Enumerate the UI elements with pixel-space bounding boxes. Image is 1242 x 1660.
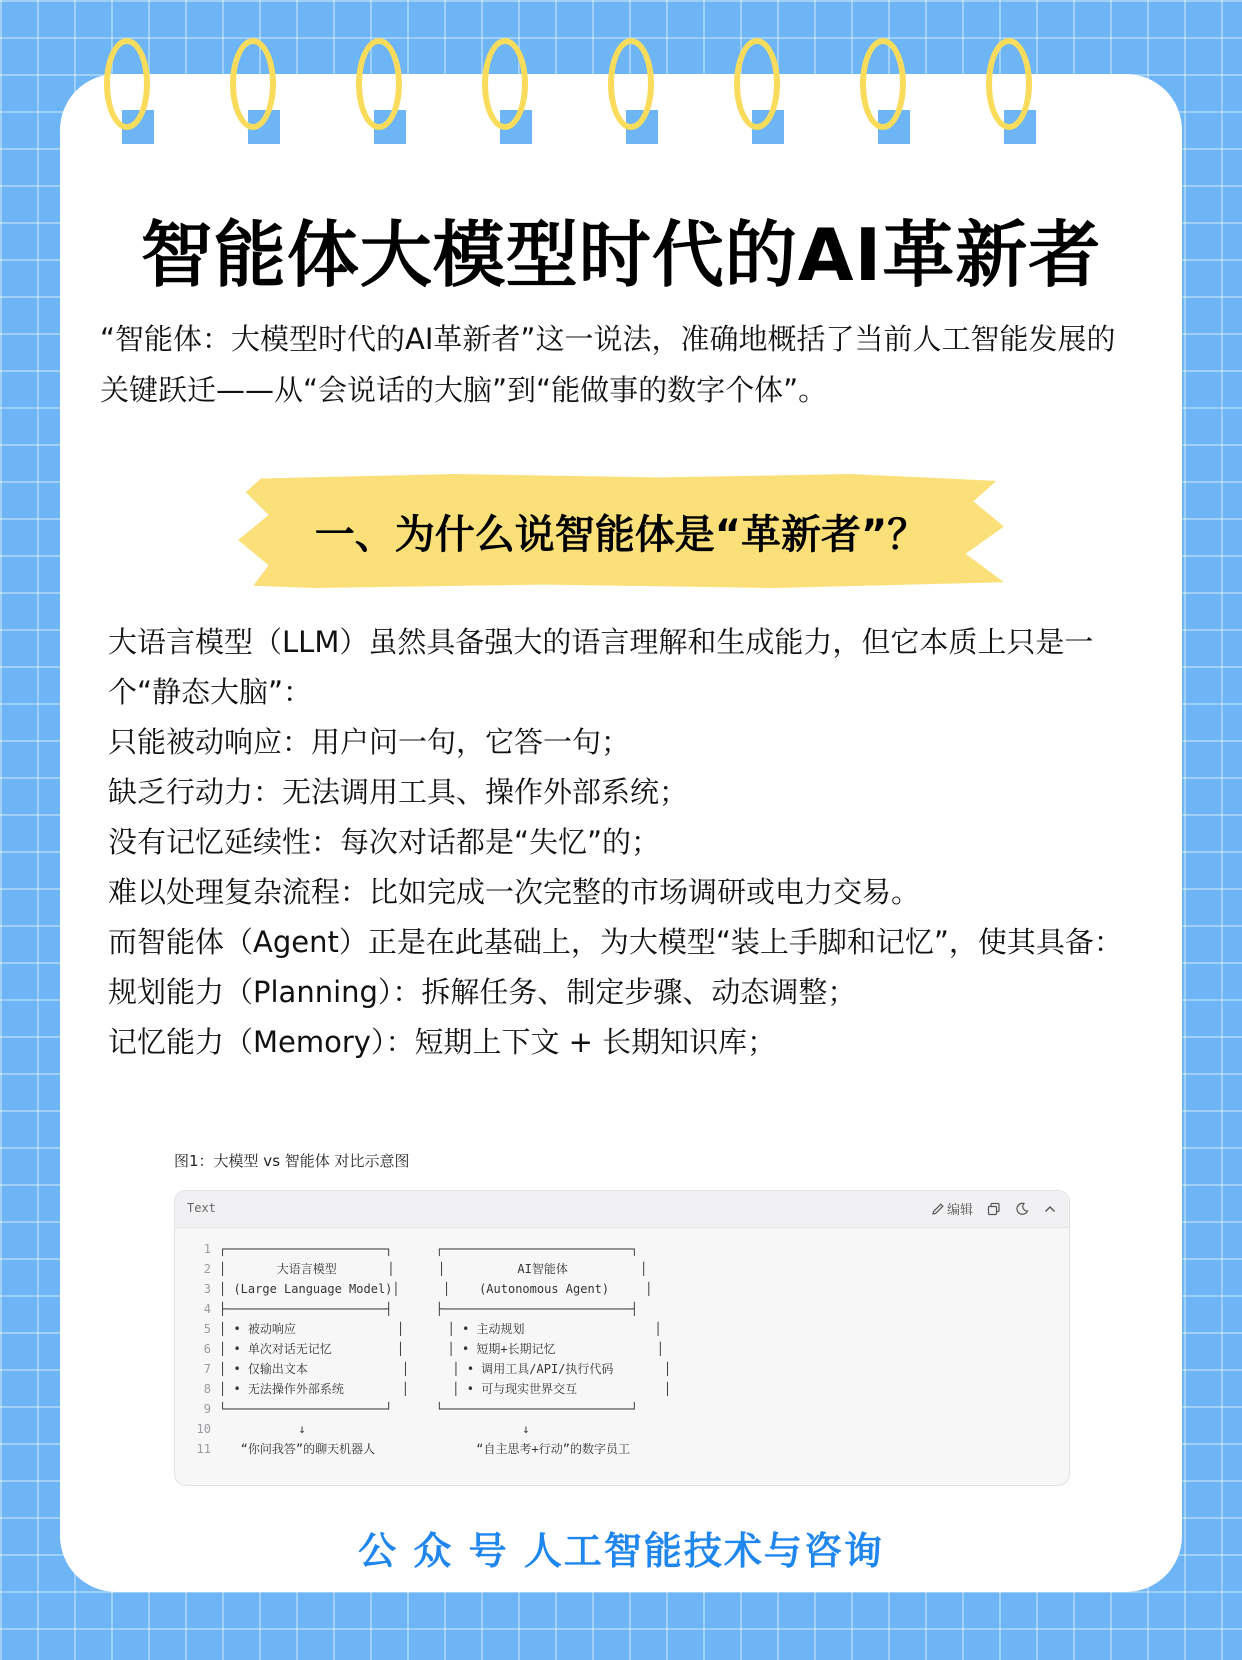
code-line: [175, 1399, 1069, 1419]
copy-button[interactable]: [987, 1202, 1001, 1216]
ring-loop: [734, 38, 780, 130]
line-number: 2: [203, 1262, 211, 1276]
body-text: [108, 617, 1128, 1067]
ring-loop: [356, 38, 402, 130]
binder-ring: [982, 38, 1042, 144]
body-paragraph: 没有记忆延续性：每次对话都是“失忆”的；: [108, 825, 661, 859]
moon-icon: [1015, 1202, 1029, 1216]
line-content: ┌──────────────────────┐ ┌──────────────────────────┐: [219, 1242, 639, 1256]
binder-ring: [856, 38, 916, 144]
line-number: 11: [196, 1442, 211, 1456]
binder-ring: [100, 38, 160, 144]
edit-button[interactable]: [931, 1199, 973, 1218]
collapse-button[interactable]: [1043, 1202, 1057, 1216]
body-paragraph: 而智能体（Agent）正是在此基础上，为大模型“装上手脚和记忆”，使其具备：: [108, 925, 1123, 959]
binder-ring: [730, 38, 790, 144]
binder-ring: [604, 38, 664, 144]
code-block: [174, 1190, 1070, 1486]
chevron-up-icon: [1043, 1202, 1057, 1216]
line-number: 6: [203, 1342, 211, 1356]
intro-paragraph: “智能体：大模型时代的AI革新者”这一说法，准确地概括了当前人工智能发展的关键跃迁——从“会说话的大脑”到“能做事的数字个体”。: [100, 322, 1116, 407]
code-line: [175, 1259, 1069, 1279]
line-number: 3: [203, 1282, 211, 1296]
ring-loop: [860, 38, 906, 130]
section-heading: 一、为什么说智能体是“革新者”？: [314, 511, 928, 558]
line-content: │ 大语言模型 │ │ AI智能体 │: [219, 1262, 648, 1276]
body-paragraph: 缺乏行动力：无法调用工具、操作外部系统；: [108, 775, 689, 809]
code-line: [175, 1439, 1069, 1459]
line-number: 5: [203, 1322, 211, 1336]
body-paragraph: 难以处理复杂流程：比如完成一次完整的市场调研或电力交易。: [108, 875, 921, 909]
line-content: │ • 仅输出文本 │ │ • 调用工具/API/执行代码 │: [219, 1362, 672, 1376]
code-line: [175, 1379, 1069, 1399]
code-header: [175, 1191, 1069, 1228]
line-content: │ • 单次对话无记忆 │ │ • 短期+长期记忆 │: [219, 1342, 664, 1356]
line-content: │ • 被动响应 │ │ • 主动规划 │: [219, 1322, 662, 1336]
line-content: ↓ ↓: [219, 1422, 530, 1436]
binder-ring: [352, 38, 412, 144]
copy-icon: [987, 1202, 1001, 1216]
line-number: 1: [203, 1242, 211, 1256]
code-lines: [175, 1239, 1069, 1459]
line-number: 9: [203, 1402, 211, 1416]
code-line: [175, 1279, 1069, 1299]
edit-label: 编辑: [946, 1203, 973, 1218]
ring-loop: [482, 38, 528, 130]
code-line: [175, 1239, 1069, 1259]
code-toolbar: [931, 1199, 1057, 1218]
body-paragraph: 记忆能力（Memory）：短期上下文 + 长期知识库；: [108, 1025, 777, 1059]
line-number: 7: [203, 1362, 211, 1376]
code-line: [175, 1419, 1069, 1439]
ring-loop: [986, 38, 1032, 130]
line-content: └──────────────────────┘ └──────────────────────────┘: [219, 1402, 639, 1416]
body-paragraph: 大语言模型（LLM）虽然具备强大的语言理解和生成能力，但它本质上只是一个“静态大脑”：: [108, 625, 1094, 709]
body-paragraph: 只能被动响应：用户问一句，它答一句；: [108, 725, 631, 759]
code-language-label: Text: [187, 1201, 216, 1215]
line-content: “你问我答”的聊天机器人 “自主思考+行动”的数字员工: [219, 1442, 630, 1456]
ring-loop: [608, 38, 654, 130]
code-line: [175, 1299, 1069, 1319]
code-line: [175, 1359, 1069, 1379]
line-content: │ (Large Language Model)│ │ (Autonomous Agent) │: [219, 1282, 653, 1296]
line-number: 8: [203, 1382, 211, 1396]
binder-ring: [478, 38, 538, 144]
body-paragraph: 规划能力（Planning）：拆解任务、制定步骤、动态调整；: [108, 975, 857, 1009]
footer-account: 公 众 号 人工智能技术与咨询: [358, 1529, 884, 1573]
pencil-icon: [931, 1202, 945, 1216]
figure-caption: 图1：大模型 vs 智能体 对比示意图: [174, 1152, 410, 1170]
line-content: ├──────────────────────┤ ├──────────────────────────┤: [219, 1302, 639, 1316]
line-number: 4: [203, 1302, 211, 1316]
binder-ring: [226, 38, 286, 144]
code-line: [175, 1339, 1069, 1359]
theme-toggle-button[interactable]: [1015, 1202, 1029, 1216]
line-number: 10: [196, 1422, 211, 1436]
ring-loop: [104, 38, 150, 130]
code-line: [175, 1319, 1069, 1339]
ring-loop: [230, 38, 276, 130]
line-content: │ • 无法操作外部系统 │ │ • 可与现实世界交互 │: [219, 1382, 672, 1396]
page-title: 智能体大模型时代的AI革新者: [140, 213, 1102, 297]
